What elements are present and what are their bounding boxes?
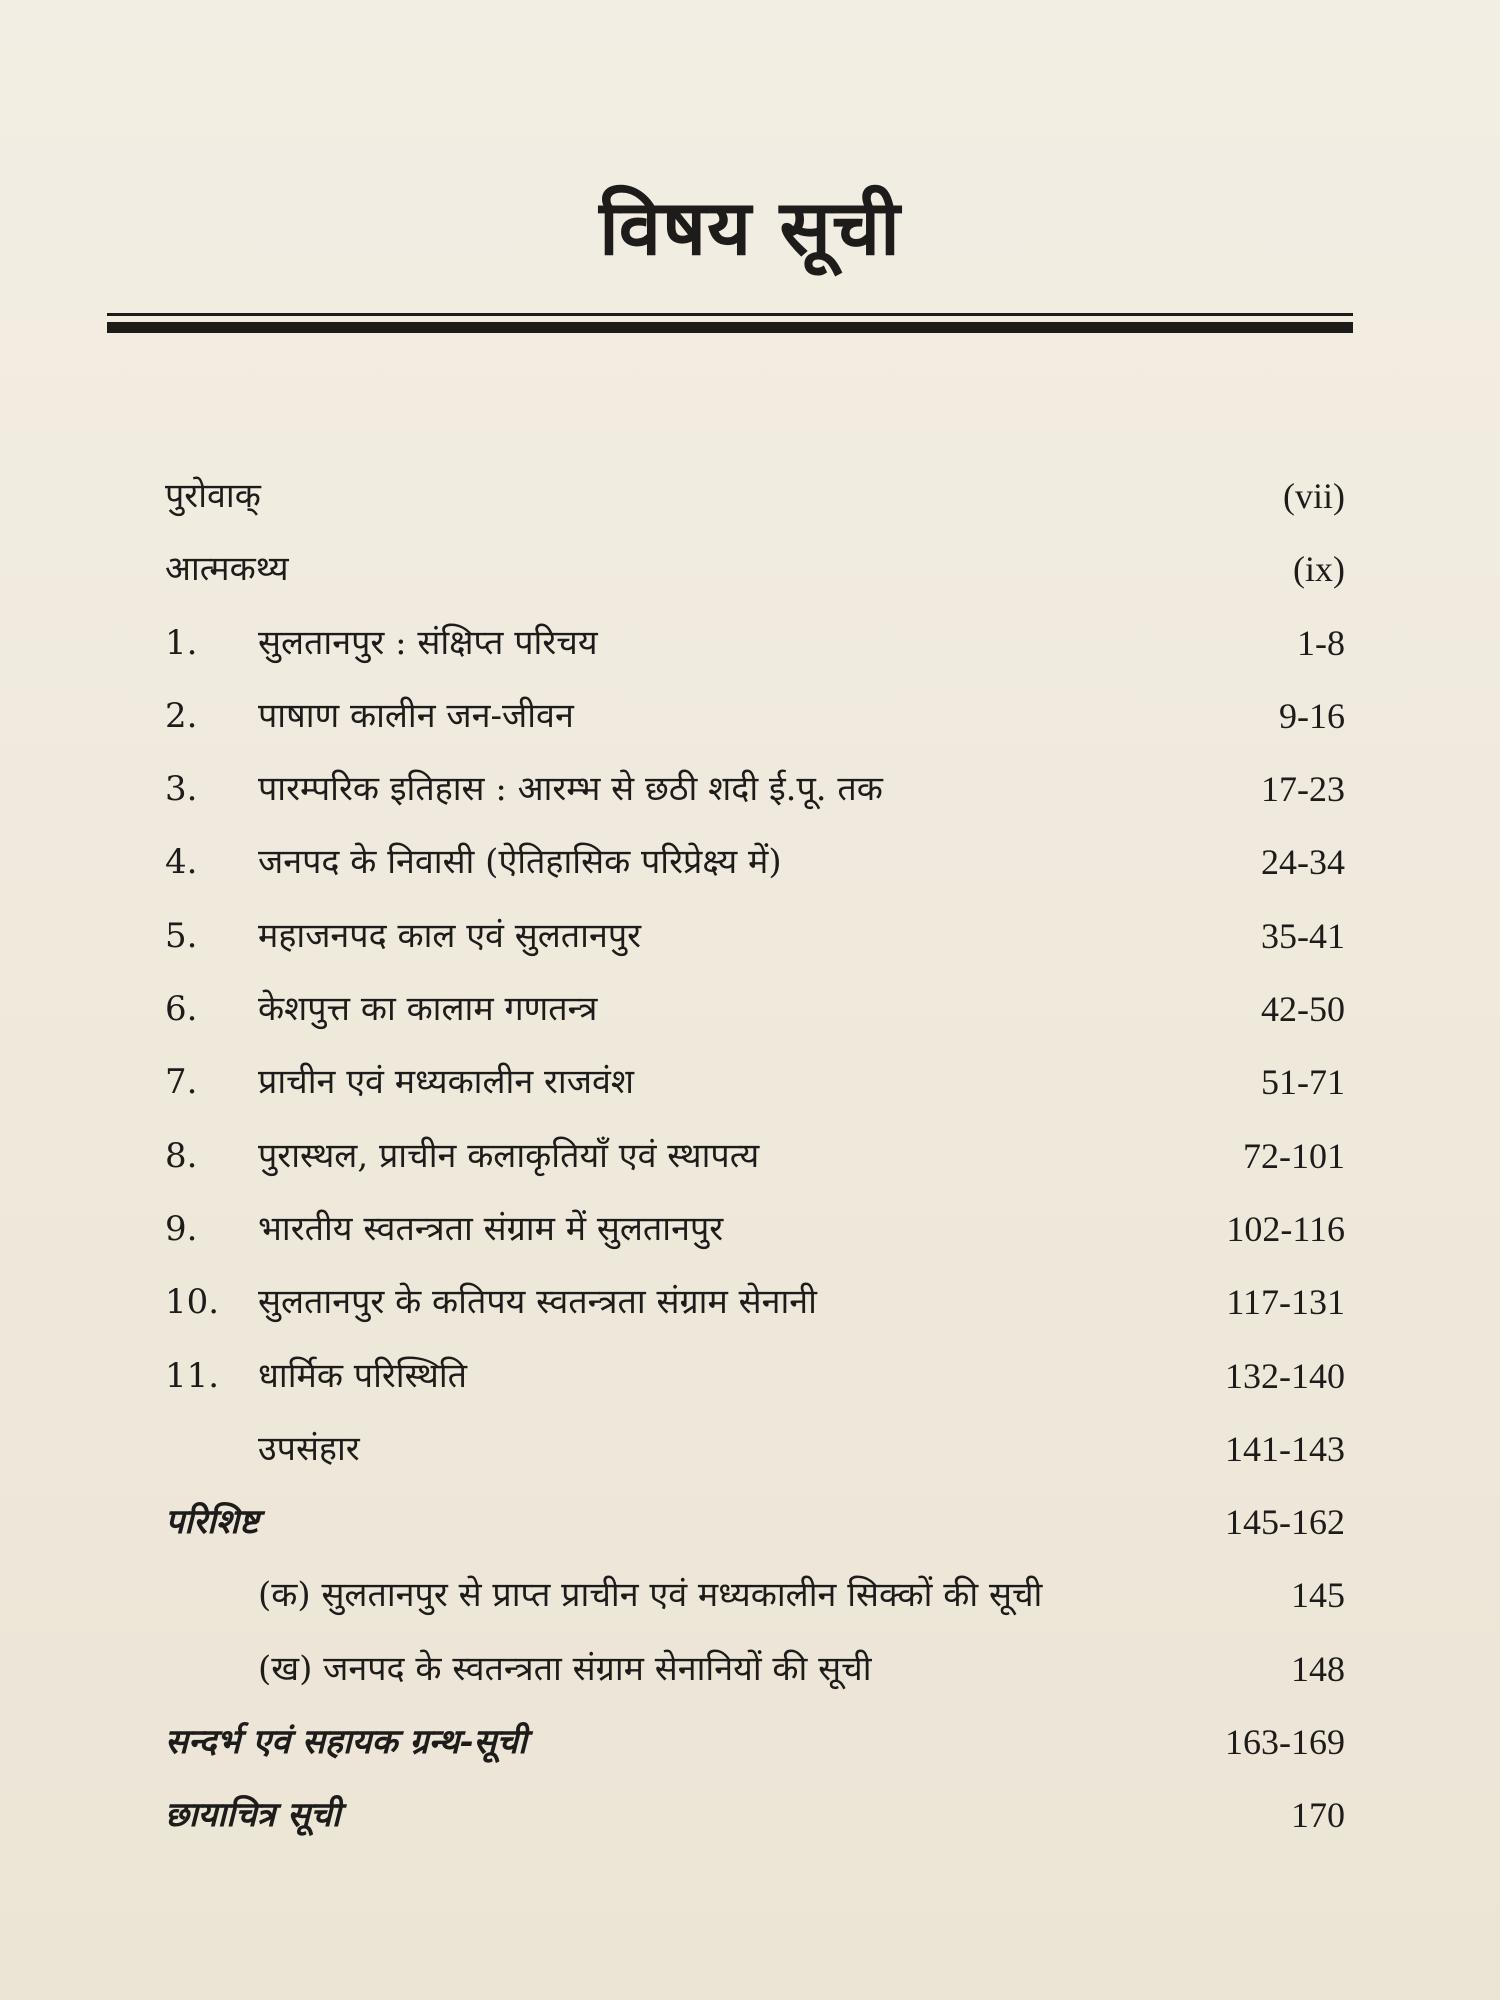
toc-entry-page: 170 [1291, 1795, 1345, 1836]
toc-entry-page: (ix) [1293, 549, 1345, 590]
toc-entry-title: परिशिष्ट [165, 1502, 259, 1543]
toc-entry-page: 163-169 [1225, 1722, 1345, 1763]
toc-entry-page: 132-140 [1225, 1355, 1345, 1396]
toc-entry [165, 1706, 1345, 1779]
toc-entry-page: 42-50 [1261, 989, 1345, 1030]
toc-entry-title: आत्मकथ्य [165, 549, 289, 590]
toc-entry-page: (vii) [1283, 476, 1345, 516]
toc-entry [165, 607, 1345, 680]
toc-entry-title: सन्दर्भ एवं सहायक ग्रन्थ-सूची [165, 1722, 527, 1763]
toc-entry [165, 1486, 1345, 1559]
toc-entry [165, 1266, 1345, 1339]
toc-entry-number: 7. [165, 1062, 198, 1103]
toc-entry-title: (ख) जनपद के स्वतन्त्रता संग्राम सेनानियों की सूची [258, 1648, 872, 1689]
toc-entry [165, 973, 1345, 1046]
toc-entry-page: 1-8 [1297, 622, 1345, 663]
toc-entry [165, 1779, 1345, 1852]
toc-entry-title: (क) सुलतानपुर से प्राप्त प्राचीन एवं मध्यकालीन सिक्कों की सूची [258, 1575, 1043, 1616]
toc-entry [165, 1340, 1345, 1413]
toc-entry-number: 9. [165, 1208, 198, 1249]
toc-entry-page: 117-131 [1226, 1282, 1345, 1323]
toc-entry-title: पुरोवाक् [165, 476, 261, 516]
toc-entry-title: धार्मिक परिस्थिति [258, 1355, 468, 1396]
toc-entry-title: छायाचित्र सूची [165, 1795, 341, 1836]
toc-entry-page: 9-16 [1279, 695, 1345, 736]
toc-entry-title: महाजनपद काल एवं सुलतानपुर [258, 915, 642, 956]
toc-entry-title: प्राचीन एवं मध्यकालीन राजवंश [258, 1062, 634, 1103]
toc-entry [165, 1559, 1345, 1632]
toc-entry [165, 753, 1345, 826]
toc-entry-page: 17-23 [1261, 769, 1345, 810]
toc-entry-number: 11. [165, 1355, 220, 1396]
toc-entry [165, 1633, 1345, 1706]
toc-entry-title: सुलतानपुर के कतिपय स्वतन्त्रता संग्राम सेनानी [258, 1282, 817, 1323]
toc-entry-title: उपसंहार [258, 1428, 360, 1469]
toc-entry [165, 460, 1345, 533]
toc-entry-page: 72-101 [1243, 1135, 1345, 1176]
toc-entry-title: केशपुत्त का कालाम गणतन्त्र [258, 989, 598, 1030]
toc-entry [165, 533, 1345, 606]
toc-entry-number: 8. [165, 1135, 198, 1176]
toc-entry-page: 148 [1291, 1648, 1345, 1689]
toc-entry-title: पाषाण कालीन जन-जीवन [258, 695, 574, 736]
toc-entry [165, 1413, 1345, 1486]
toc-entry-page: 35-41 [1261, 915, 1345, 956]
toc-entry-number: 4. [165, 842, 198, 883]
toc-entry-page: 145-162 [1225, 1502, 1345, 1543]
table-of-contents [165, 460, 1345, 1853]
toc-entry-page: 24-34 [1261, 842, 1345, 883]
toc-entry-page: 51-71 [1261, 1062, 1345, 1103]
toc-entry-number: 10. [165, 1282, 220, 1323]
toc-entry [165, 826, 1345, 899]
toc-entry-number: 1. [165, 622, 198, 663]
page-title: विषय सूची [599, 183, 901, 272]
toc-entry [165, 680, 1345, 753]
toc-entry-title: जनपद के निवासी (ऐतिहासिक परिप्रेक्ष्य में) [258, 842, 782, 883]
toc-entry [165, 1120, 1345, 1193]
title-rule-thin [107, 313, 1353, 316]
toc-entry-number: 5. [165, 915, 198, 956]
toc-entry-title: पारम्परिक इतिहास : आरम्भ से छठी शदी ई.पू. तक [258, 769, 883, 810]
toc-entry-number: 3. [165, 769, 198, 810]
toc-entry-number: 6. [165, 989, 198, 1030]
toc-entry-title: भारतीय स्वतन्त्रता संग्राम में सुलतानपुर [258, 1208, 724, 1249]
toc-entry [165, 1046, 1345, 1119]
toc-entry-title: पुरास्थल, प्राचीन कलाकृतियाँ एवं स्थापत्य [258, 1135, 760, 1176]
toc-entry-page: 145 [1291, 1575, 1345, 1616]
title-rule-thick [107, 322, 1353, 333]
toc-entry [165, 900, 1345, 973]
toc-entry-number: 2. [165, 695, 198, 736]
toc-entry [165, 1193, 1345, 1266]
toc-entry-page: 141-143 [1225, 1428, 1345, 1469]
toc-entry-title: सुलतानपुर : संक्षिप्त परिचय [258, 622, 598, 663]
toc-entry-page: 102-116 [1226, 1208, 1345, 1249]
